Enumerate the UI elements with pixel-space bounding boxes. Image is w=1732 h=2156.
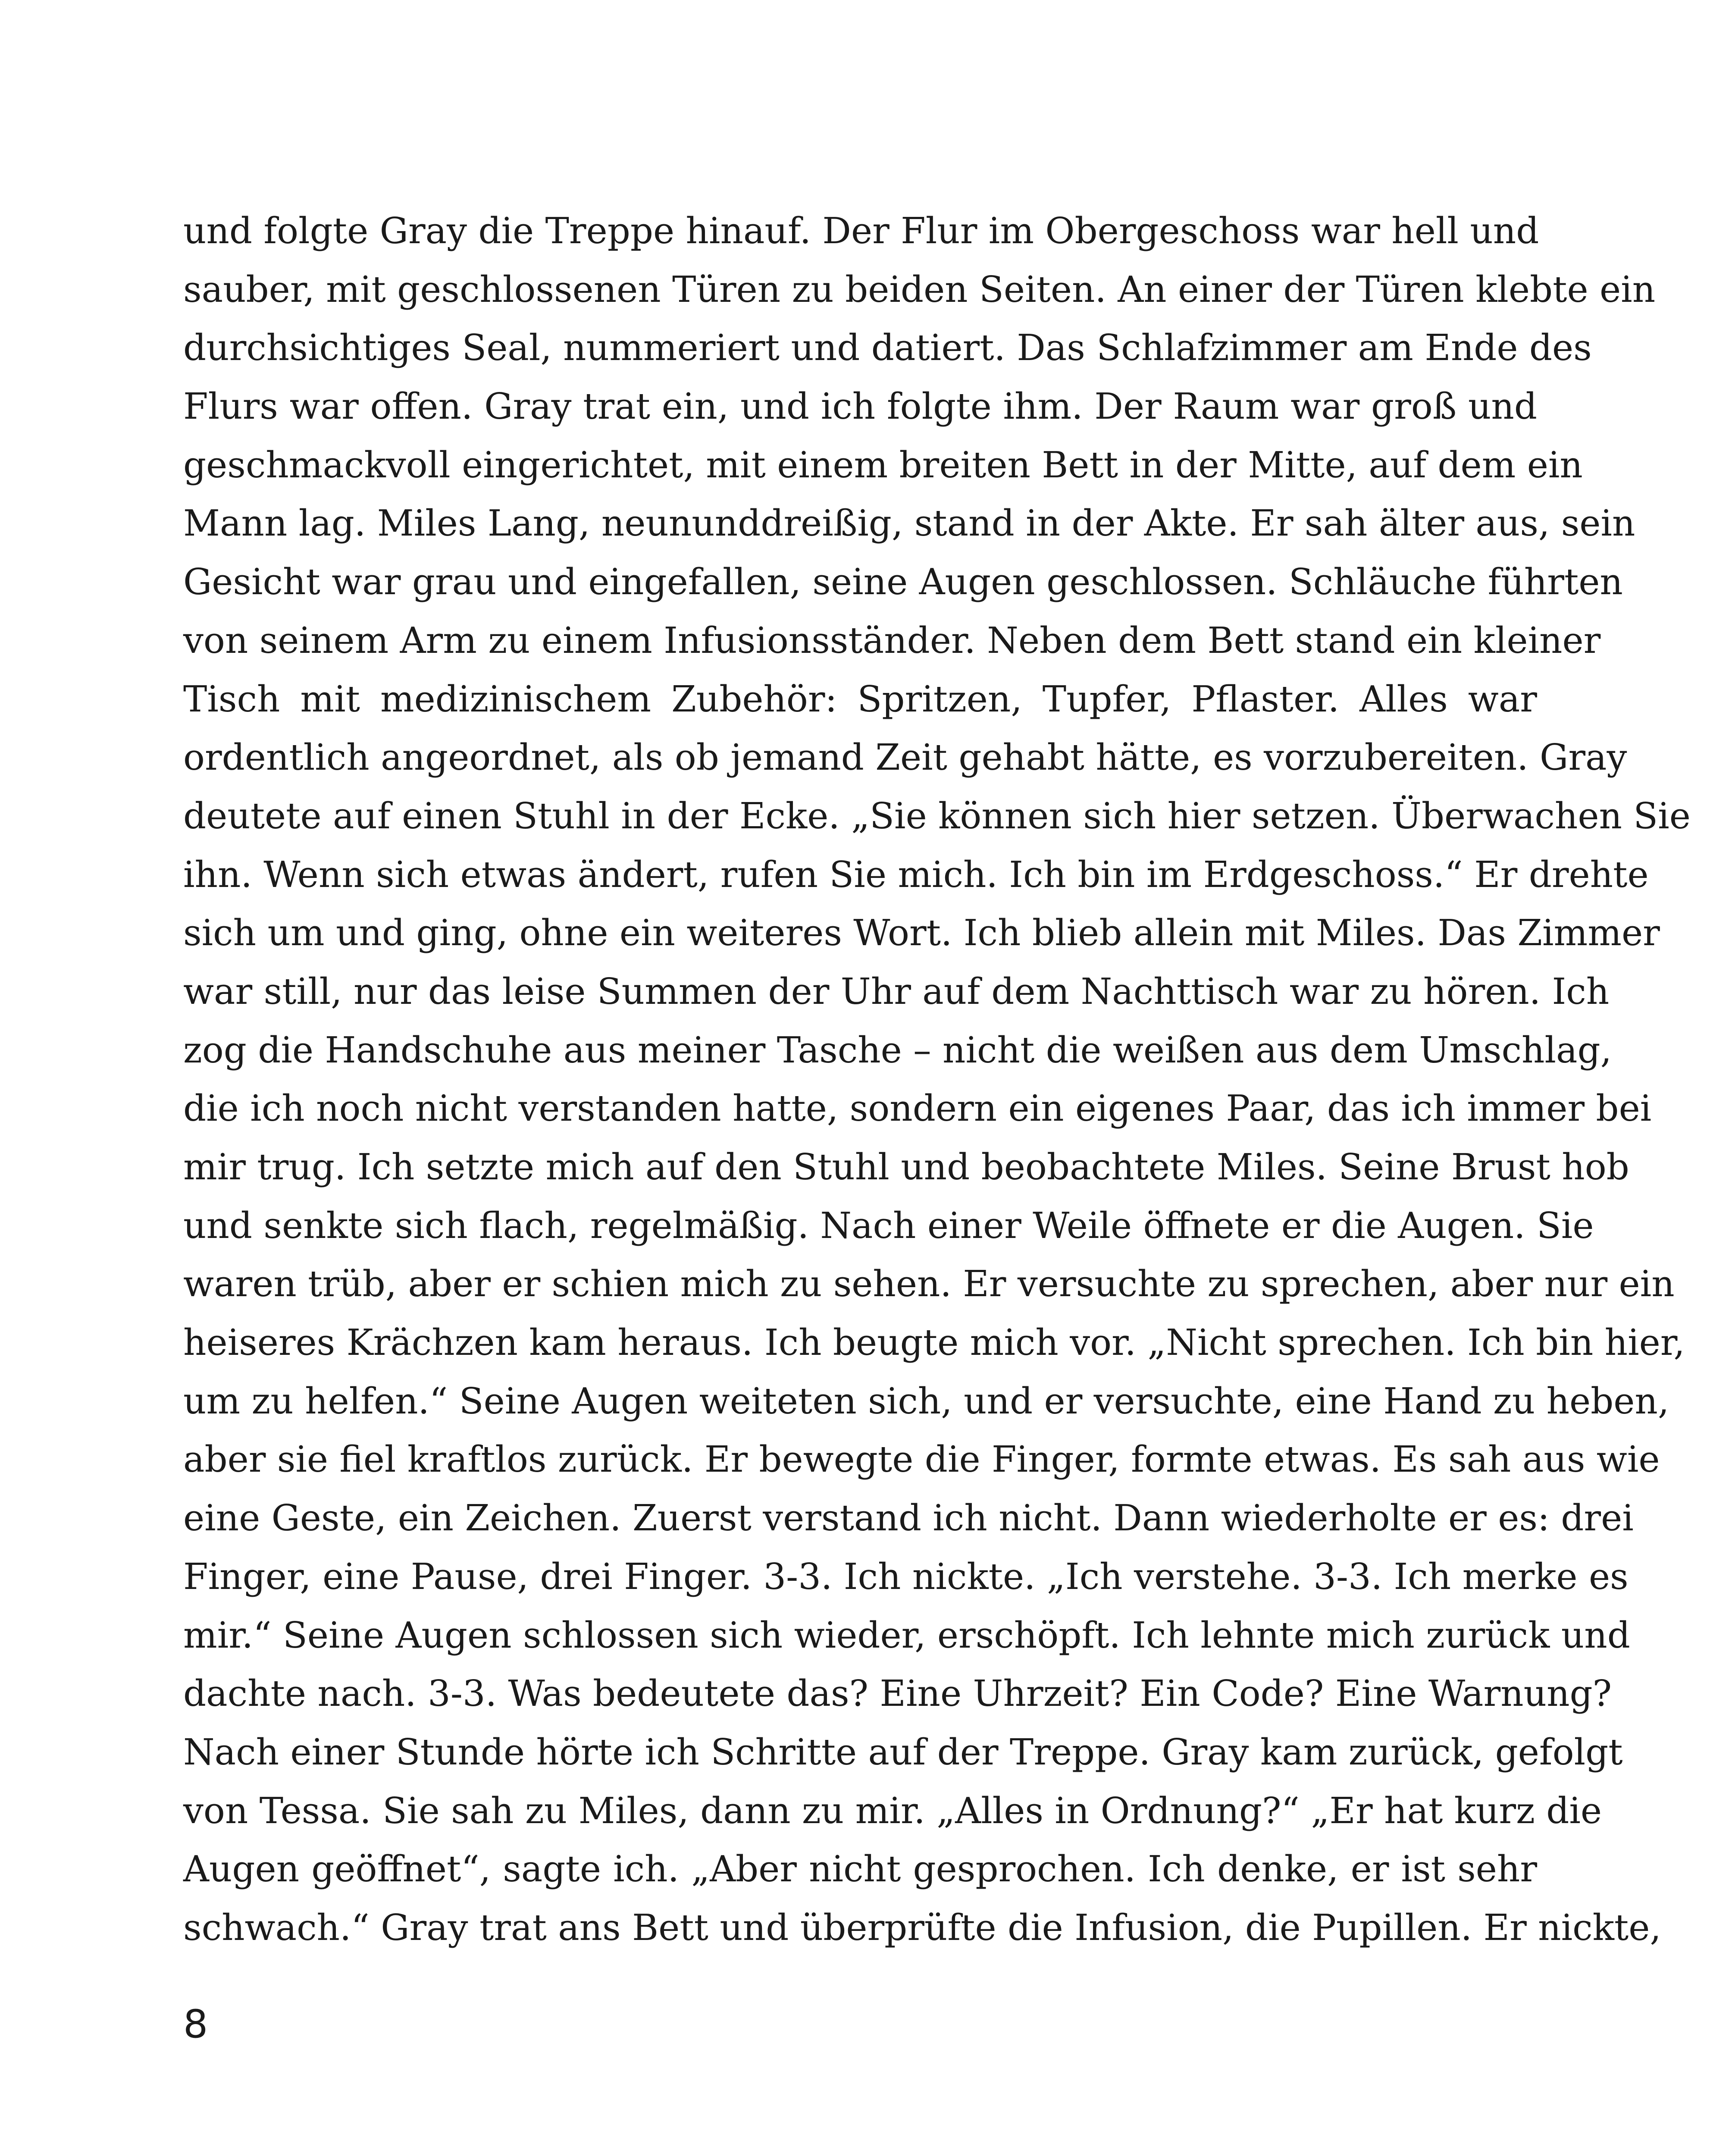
text-line: Mann lag. Miles Lang, neununddreißig, stand in der Akte. Er sah älter aus, sein <box>183 502 1635 545</box>
text-line: und folgte Gray die Treppe hinauf. Der Flur im Obergeschoss war hell und <box>183 210 1539 252</box>
text-line: dachte nach. 3-3. Was bedeutete das? Eine Uhrzeit? Ein Code? Eine Warnung? <box>183 1673 1612 1715</box>
body-text <box>183 202 1691 1957</box>
text-line: von Tessa. Sie sah zu Miles, dann zu mir. „Alles in Ordnung?“ „Er hat kurz die <box>183 1789 1602 1832</box>
text-line: ordentlich angeordnet, als ob jemand Zeit gehabt hätte, es vorzubereiten. Gray <box>183 736 1627 779</box>
text-line: mir.“ Seine Augen schlossen sich wieder, erschöpft. Ich lehnte mich zurück und <box>183 1614 1630 1656</box>
text-line: ihn. Wenn sich etwas ändert, rufen Sie mich. Ich bin im Erdgeschoss.“ Er drehte <box>183 853 1649 896</box>
text-line: schwach.“ Gray trat ans Bett und überprüfte die Infusion, die Pupillen. Er nickte, <box>183 1906 1661 1949</box>
text-line: geschmackvoll eingerichtet, mit einem breiten Bett in der Mitte, auf dem ein <box>183 444 1583 486</box>
text-line: von seinem Arm zu einem Infusionsständer. Neben dem Bett stand ein kleiner <box>183 619 1601 661</box>
text-line: und senkte sich flach, regelmäßig. Nach einer Weile öffnete er die Augen. Sie <box>183 1204 1594 1247</box>
text-line: Finger, eine Pause, drei Finger. 3-3. Ich nickte. „Ich verstehe. 3-3. Ich merke es <box>183 1555 1629 1598</box>
text-line: Tisch mit medizinischem Zubehör: Spritzen, Tupfer, Pflaster. Alles war <box>183 678 1537 720</box>
text-line: Augen geöffnet“, sagte ich. „Aber nicht gesprochen. Ich denke, er ist sehr <box>183 1848 1537 1890</box>
text-line: Flurs war offen. Gray trat ein, und ich folgte ihm. Der Raum war groß und <box>183 385 1537 428</box>
text-line: die ich noch nicht verstanden hatte, sondern ein eigenes Paar, das ich immer bei <box>183 1087 1652 1130</box>
text-line: war still, nur das leise Summen der Uhr auf dem Nachttisch war zu hören. Ich <box>183 970 1610 1012</box>
page-number: 8 <box>183 2002 208 2047</box>
text-line: waren trüb, aber er schien mich zu sehen. Er versuchte zu sprechen, aber nur ein <box>183 1263 1675 1305</box>
text-line: deutete auf einen Stuhl in der Ecke. „Sie können sich hier setzen. Überwachen Sie <box>183 795 1691 837</box>
text-line: durchsichtiges Seal, nummeriert und datiert. Das Schlafzimmer am Ende des <box>183 327 1592 369</box>
text-line: zog die Handschuhe aus meiner Tasche – nicht die weißen aus dem Umschlag, <box>183 1029 1612 1071</box>
text-line: sich um und ging, ohne ein weiteres Wort. Ich blieb allein mit Miles. Das Zimmer <box>183 912 1660 954</box>
text-line: aber sie fiel kraftlos zurück. Er bewegte die Finger, formte etwas. Es sah aus wie <box>183 1438 1660 1481</box>
text-line: heiseres Krächzen kam heraus. Ich beugte mich vor. „Nicht sprechen. Ich bin hier, <box>183 1322 1685 1364</box>
text-line: Gesicht war grau und eingefallen, seine Augen geschlossen. Schläuche führten <box>183 561 1623 603</box>
text-line: eine Geste, ein Zeichen. Zuerst verstand ich nicht. Dann wiederholte er es: drei <box>183 1497 1634 1539</box>
text-line: mir trug. Ich setzte mich auf den Stuhl und beobachtete Miles. Seine Brust hob <box>183 1146 1629 1188</box>
text-line: um zu helfen.“ Seine Augen weiteten sich, und er versuchte, eine Hand zu heben, <box>183 1380 1669 1422</box>
text-line: sauber, mit geschlossenen Türen zu beiden Seiten. An einer der Türen klebte ein <box>183 268 1656 310</box>
text-line: Nach einer Stunde hörte ich Schritte auf der Treppe. Gray kam zurück, gefolgt <box>183 1731 1623 1773</box>
